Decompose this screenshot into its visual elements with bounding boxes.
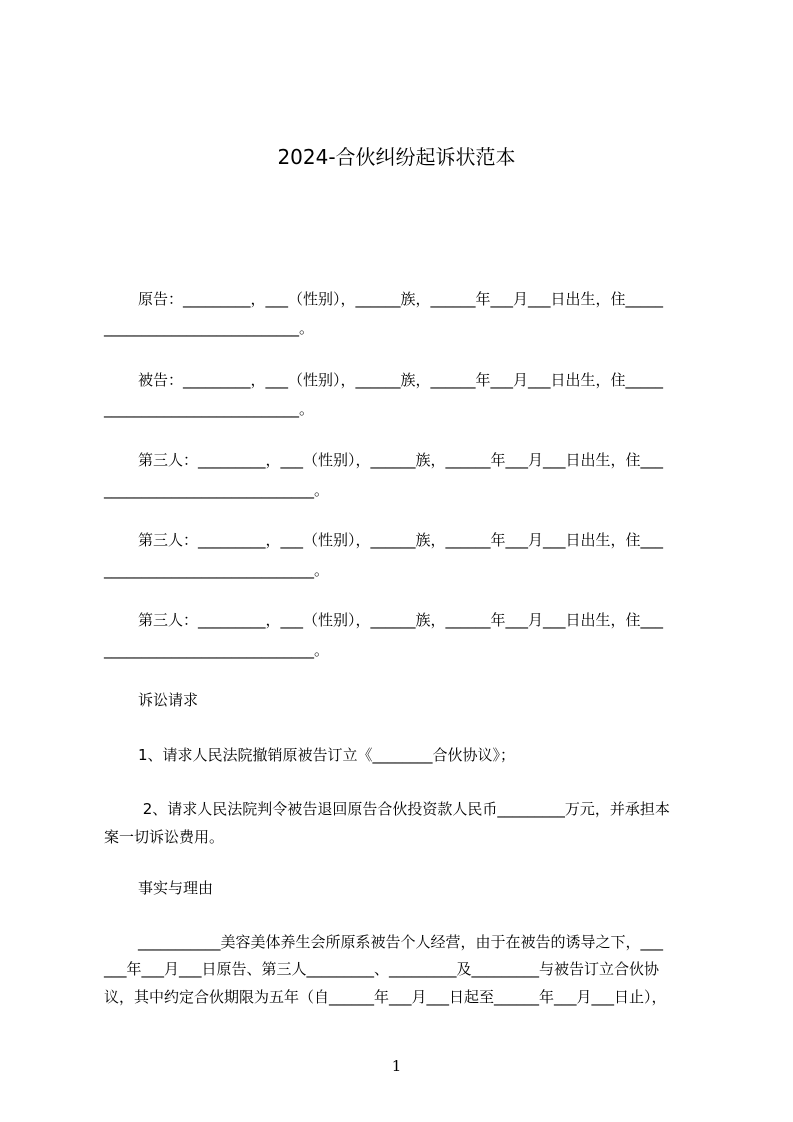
claim-1: 1、请求人民法院撤销原被告订立《________合伙协议》； bbox=[138, 746, 516, 764]
defendant-line-1: 被告：_________，___（性别），______族，______年___月___日出生，住_____ bbox=[138, 371, 664, 389]
facts-heading: 事实与理由 bbox=[138, 879, 214, 897]
third-party-1-line-1: 第三人：_________，___（性别），______族，______年___月___日出生，住___ bbox=[138, 451, 664, 469]
third-party-3-line-1: 第三人：_________，___（性别），______族，______年___月___日出生，住___ bbox=[138, 611, 664, 629]
facts-line-1: ___________美容美体养生会所原系被告个人经营，由于在被告的诱导之下，___ bbox=[138, 933, 664, 951]
facts-line-3: 议，其中约定合伙期限为五年（自______年___月___日起至______年___月___日止）， bbox=[104, 988, 667, 1006]
plaintiff-line-2: __________________________。 bbox=[104, 319, 315, 337]
third-party-3-line-2: ____________________________。 bbox=[104, 641, 330, 659]
document-title: 2024-合伙纠纷起诉状范本 bbox=[277, 145, 516, 169]
claim-2-line-1: 2、请求人民法院判令被告退回原告合伙投资款人民币_________万元，并承担本 bbox=[138, 800, 670, 818]
third-party-2-line-2: ____________________________。 bbox=[104, 561, 330, 579]
claims-heading: 诉讼请求 bbox=[138, 691, 199, 709]
claim-2-line-2: 案一切诉讼费用。 bbox=[104, 828, 225, 846]
third-party-1-line-2: ____________________________。 bbox=[104, 481, 330, 499]
defendant-line-2: __________________________。 bbox=[104, 400, 315, 418]
facts-line-2: ___年___月___日原告、第三人_________、_________及_________与被告订立合伙协 bbox=[104, 960, 660, 978]
third-party-2-line-1: 第三人：_________，___（性别），______族，______年___月___日出生，住___ bbox=[138, 531, 664, 549]
plaintiff-line-1: 原告：_________，___（性别），______族，______年___月___日出生，住_____ bbox=[138, 290, 664, 308]
page-number: 1 bbox=[391, 1057, 402, 1075]
